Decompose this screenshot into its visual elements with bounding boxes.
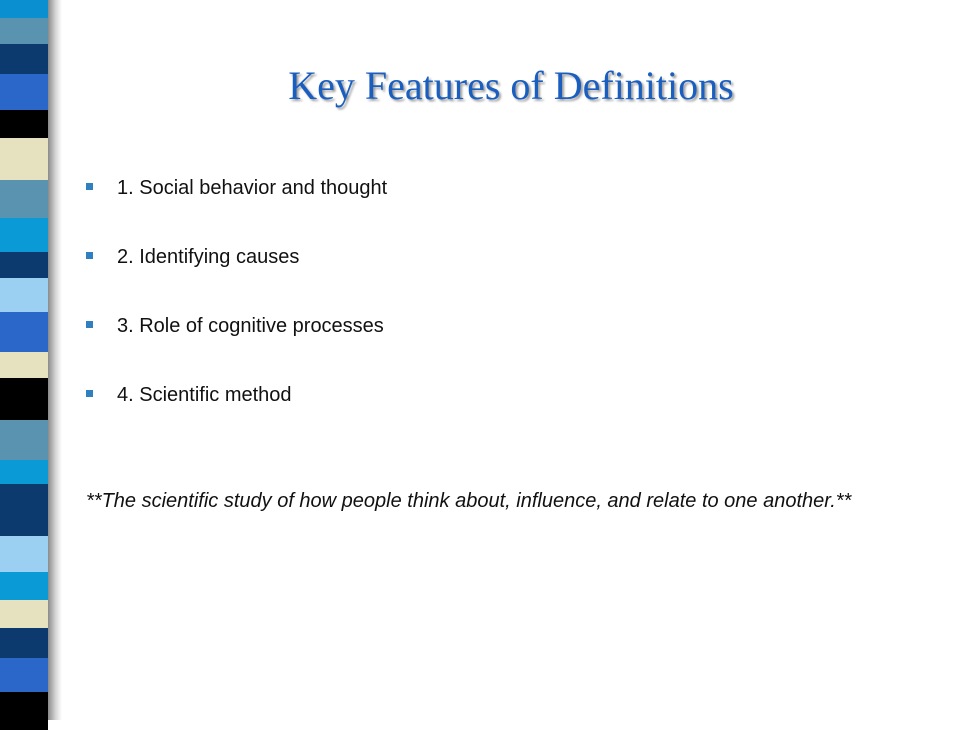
strip-block bbox=[0, 18, 48, 44]
strip-block bbox=[0, 44, 48, 74]
strip-block bbox=[0, 252, 48, 278]
strip-band bbox=[0, 0, 48, 720]
strip-block bbox=[0, 460, 48, 484]
decorative-side-strip bbox=[0, 0, 62, 720]
strip-block bbox=[0, 420, 48, 460]
strip-block bbox=[0, 0, 48, 18]
list-item bbox=[86, 377, 387, 413]
list-item bbox=[86, 308, 387, 344]
strip-block bbox=[0, 536, 48, 572]
definition-note: **The scientific study of how people think about, influence, and relate to one another.** bbox=[86, 490, 852, 512]
strip-block bbox=[0, 312, 48, 352]
strip-block bbox=[0, 600, 48, 628]
strip-block bbox=[0, 378, 48, 420]
strip-block bbox=[0, 572, 48, 600]
square-bullet-icon bbox=[86, 183, 93, 190]
strip-block bbox=[0, 692, 48, 730]
square-bullet-icon bbox=[86, 321, 93, 328]
strip-block bbox=[0, 218, 48, 252]
slide-title: Key Features of Definitions bbox=[288, 63, 734, 108]
strip-block bbox=[0, 110, 48, 138]
strip-block bbox=[0, 628, 48, 658]
square-bullet-icon bbox=[86, 390, 93, 397]
bullet-text: 4. Scientific method bbox=[117, 383, 292, 406]
square-bullet-icon bbox=[86, 252, 93, 259]
strip-block bbox=[0, 352, 48, 378]
strip-block bbox=[0, 658, 48, 692]
bullet-text: 2. Identifying causes bbox=[117, 245, 300, 268]
bullet-text: 3. Role of cognitive processes bbox=[117, 314, 384, 337]
bullet-text: 1. Social behavior and thought bbox=[117, 176, 388, 199]
bullet-list bbox=[86, 170, 387, 446]
strip-block bbox=[0, 180, 48, 218]
strip-block bbox=[0, 278, 48, 312]
strip-block bbox=[0, 138, 48, 180]
strip-shadow bbox=[48, 0, 62, 720]
strip-block bbox=[0, 484, 48, 536]
strip-block bbox=[0, 74, 48, 110]
list-item bbox=[86, 239, 387, 275]
list-item bbox=[86, 170, 387, 206]
